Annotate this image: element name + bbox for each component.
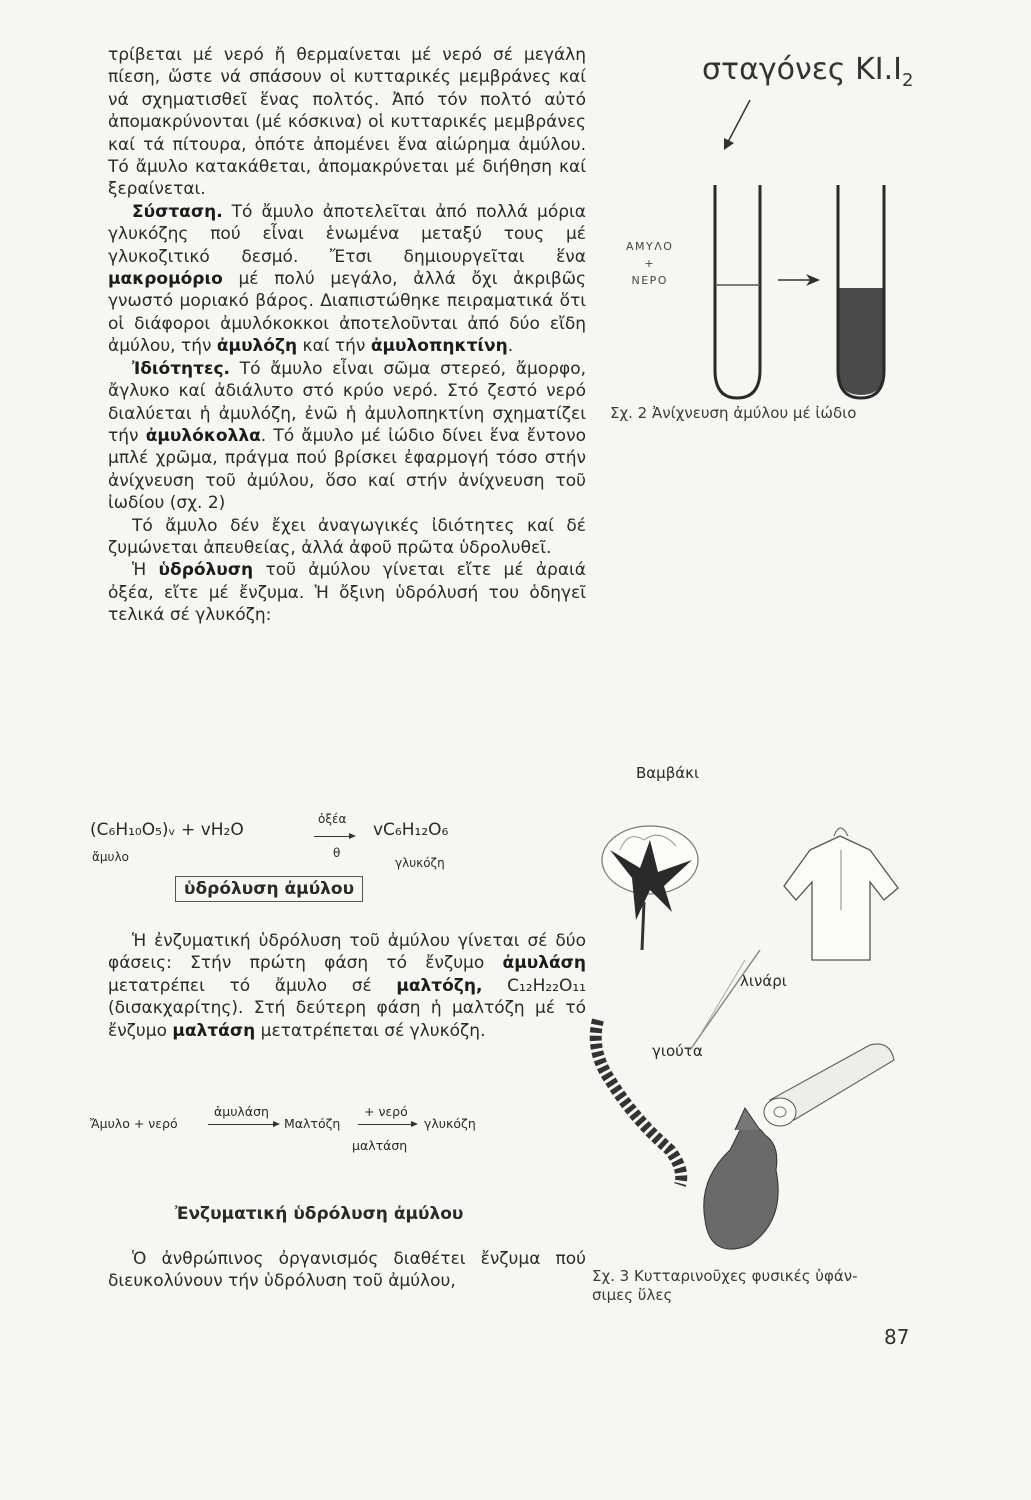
scheme-arrow2 — [358, 1124, 416, 1125]
equation-lhs-label: ἄμυλο — [92, 850, 129, 864]
term-amylopectin: ἀμυλοπηκτίνη — [370, 336, 508, 357]
text-span: μετατρέπεται σέ γλυκόζη. — [255, 1020, 486, 1041]
scheme-arrow1-top: ἀμυλάση — [214, 1104, 269, 1119]
fabric-roll-icon — [764, 1044, 894, 1126]
term-amylase: ἀμυλάση — [502, 953, 586, 974]
heading-composition: Σύσταση. — [132, 201, 223, 222]
tube-left — [715, 185, 760, 398]
iodine-fill — [838, 288, 884, 395]
figure-iodine-test — [600, 40, 930, 440]
paragraph-properties — [108, 358, 586, 515]
equation-rhs: vC₆H₁₂O₆ — [373, 820, 449, 840]
page-number: 87 — [884, 1325, 910, 1349]
tube-contents-label — [626, 238, 673, 289]
paragraph-composition — [108, 201, 586, 358]
scheme-arrow2-bottom: μαλτάση — [352, 1138, 408, 1153]
text-span: Τό ἄμυλο ἀποτελεῖται ἀπό πολλά μόρια γλυκόζης πού εἶναι ἑνωμένα μεταξύ τους μέ γλυκοζιτικό δεσμό. Ἔτσι δημιουργεῖται ἕνα — [108, 201, 586, 267]
label-cotton: Βαμβάκι — [636, 764, 700, 782]
heading-properties: Ἰδιότητες. — [132, 358, 230, 379]
text-span: (δισακχαρίτης). Στή δεύτερη φάση ἡ μαλτόζη μέ τό ἔνζυμο — [108, 998, 586, 1041]
term-starch-paste: ἀμυλόκολλα — [145, 425, 261, 446]
text-span: μέ πολύ μεγάλο, ἀλλά ὄχι ἀκριβῶς γνωστό μοριακό βάρος. Διαπιστώθηκε πειραματικά ὅτι οἱ διάφοροι ἀμυλόκοκκοι ἀποτελοῦνται ἀπό δύο εἴδη ἀμύλου, τήν — [108, 269, 586, 357]
formula-maltose: C₁₂H₂₂O₁₁ — [507, 975, 587, 996]
scheme-arrow2-top: + νερό — [364, 1104, 408, 1119]
paragraph-enzymatic — [108, 930, 586, 1042]
label-water: ΝΕΡΟ — [631, 274, 668, 287]
label-linen: λινάρι — [740, 972, 787, 990]
text-span: τοῦ ἀμύλου γίνεται εἴτε μέ ἀραιά ὀξέα, εἴτε μέ ἔνζυμα. Ἡ ὄξινη ὑδρόλυσή του ὁδηγεῖ τελικά σέ γλυκόζη: — [108, 560, 586, 626]
drops-label: σταγόνες $KI.I_2$ — [702, 52, 914, 91]
cotton-boll-icon — [602, 826, 698, 950]
paragraph-hydrolysis — [108, 559, 586, 626]
paragraph-7: Ὁ ἀνθρώπινος ὀργανισμός διαθέτει ἔνζυμα πού διευκολύνουν τήν ὑδρόλυση τοῦ ἀμύλου, — [108, 1249, 586, 1291]
equation-arrow — [314, 836, 354, 837]
text-span: Τό ἄμυλο εἶναι σῶμα στερεό, ἄμορφο, ἄγλυκο καί ἀδιάλυτο στό κρύο νερό. Στό ζεστό νερό διαλύεται ἡ ἀμυλόζη, ἐνῶ ἡ ἀμυλοπηκτίνη σχηματίζει τήν — [108, 358, 586, 446]
scheme-end: γλυκόζη — [424, 1116, 476, 1131]
sack-icon — [704, 1108, 778, 1249]
equation-boxed-title: ὑδρόλυση ἀμύλου — [175, 876, 363, 902]
text-span: καί τήν — [297, 336, 371, 357]
paragraph-1: τρίβεται μέ νερό ἤ θερμαίνεται μέ νερό σέ μεγάλη πίεση, ὥστε νά σπάσουν οἱ κυτταρικές μεμβράνες καί νά σχηματισθεῖ ἕνας πολτός. Ἀπό τόν πολτό αὐτό ἀπομακρύνονται (μέ κόσκινα) οἱ κυτταρικές μεμβράνες καί τά πίτουρα, ὁπότε ἀπομένει ἕνα αἰώρημα ἀμύλου. Τό ἄμυλο κατακάθεται, ἀπομακρύνεται μέ διήθηση καί ξεραίνεται. — [108, 45, 586, 200]
equation-arrow-bottom: θ — [333, 846, 341, 860]
enzymatic-title: Ἐνζυματική ὑδρόλυση ἀμύλου — [175, 1204, 464, 1224]
paragraph-4: Τό ἄμυλο δέν ἔχει ἀναγωγικές ἰδιότητες καί δέ ζυμώνεται ἀπευθείας, ἀλλά ἀφοῦ πρῶτα ὑδρολυθεῖ. — [108, 515, 586, 558]
term-hydrolysis: ὑδρόλυση — [158, 560, 254, 581]
term-amylose: ἀμυλόζη — [216, 336, 298, 357]
scheme-arrow1 — [208, 1124, 278, 1125]
acid-hydrolysis-equation — [90, 812, 530, 912]
scheme-start: Ἄμυλο + νερό — [90, 1116, 178, 1131]
term-macromolecule: μακρομόριο — [108, 269, 223, 290]
shirt-icon — [784, 828, 898, 960]
enzymatic-scheme — [90, 1098, 560, 1158]
enzymatic-text — [108, 930, 586, 1042]
figure3-caption-line1: Σχ. 3 Κυτταρινοῦχες φυσικές ὑφάν- — [592, 1267, 858, 1285]
pointer-line — [728, 100, 750, 142]
equation-rhs-label: γλυκόζη — [395, 856, 445, 870]
main-text-column — [108, 44, 586, 627]
label-jute: γιούτα — [652, 1042, 703, 1060]
label-plus: + — [644, 257, 656, 270]
text-span: . — [507, 336, 514, 357]
paragraph-last — [108, 1248, 586, 1292]
figure-textiles — [580, 760, 920, 1260]
textiles-drawing — [580, 790, 920, 1270]
equation-lhs: (C₆H₁₀O₅)ᵥ + vH₂O — [90, 820, 244, 840]
text-span: Ἡ — [132, 560, 159, 581]
text-span: μετατρέπει τό ἄμυλο σέ — [108, 975, 397, 996]
equation-arrow-top: ὀξέα — [318, 812, 347, 826]
figure3-caption-line2: σιμες ὕλες — [592, 1286, 673, 1304]
text-span: . Τό ἄμυλο μέ ἰώδιο δίνει ἕνα ἔντονο μπλέ χρῶμα, πράγμα πού βρίσκει ἐφαρμογή τόσο στήν ἀνίχνευση τοῦ ἀμύλου, ὅσο καί στήν ἀνίχνευση τοῦ ἰωδίου (σχ. 2) — [108, 425, 586, 514]
label-starch: ΑΜΥΛΟ — [626, 240, 674, 253]
scheme-mid: Μαλτόζη — [284, 1116, 341, 1131]
text-span: Ἡ ἐνζυματική ὑδρόλυση τοῦ ἀμύλου γίνεται σέ δύο φάσεις: Στήν πρώτη φάση τό ἔνζυμο — [108, 931, 586, 974]
term-maltase: μαλτάση — [172, 1020, 256, 1041]
figure3-caption — [592, 1267, 858, 1305]
flax-stalk-icon — [690, 950, 760, 1050]
rope-icon — [596, 1020, 682, 1185]
figure2-caption: Σχ. 2 Ἀνίχνευση ἀμύλου μέ ἰώδιο — [610, 404, 857, 422]
term-maltose: μαλτόζη, — [396, 975, 483, 996]
